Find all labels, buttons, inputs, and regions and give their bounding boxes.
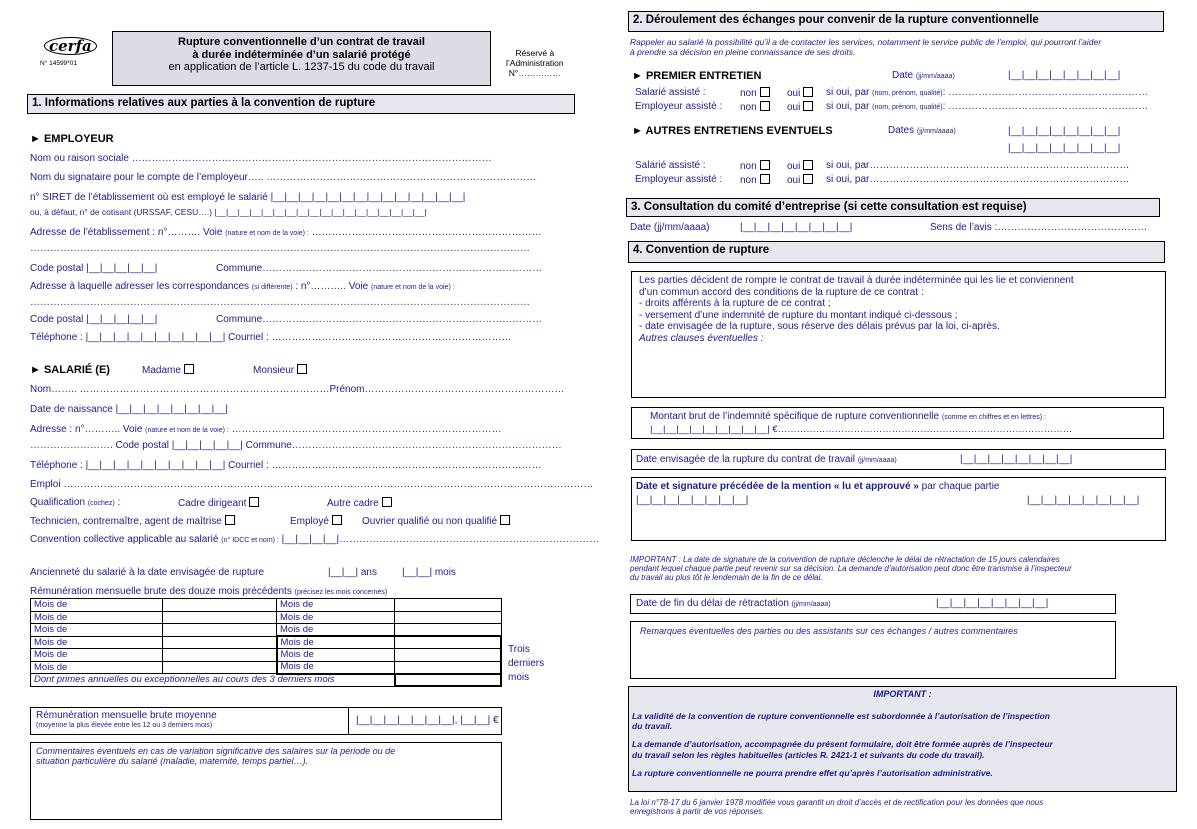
autres-employeur-par[interactable]: si oui, par…………………………………………………………………… xyxy=(826,174,1130,185)
section3-heading: 3. Consultation du comité d’entreprise (si cette consultation est requise) xyxy=(626,198,1160,217)
premier-entretien-date[interactable]: Date (jj/mm/aaaa) xyxy=(892,70,955,81)
mois-de-label: Mois de xyxy=(31,661,163,674)
important-p1b: du travail. xyxy=(632,721,673,732)
mois-de-label: Mois de xyxy=(277,611,395,624)
ouvrier-option[interactable]: Ouvrier qualifié ou non qualifié xyxy=(362,515,510,528)
reserved-line2: l’Administration xyxy=(506,58,564,69)
moyenne-main-label: Rémunération mensuelle brute moyenne xyxy=(36,710,217,721)
correspondance-field[interactable]: Adresse à laquelle adresser les correspondances (si différente) : n°……….. Voie (nature et nom de la voie) : xyxy=(30,281,455,292)
mois-de-label: Mois de xyxy=(31,599,163,612)
table-row xyxy=(31,624,502,637)
premier-entretien-date-field[interactable]: |__|__|__|__|__|__|__|__| xyxy=(1008,70,1121,81)
commune-corresp-field[interactable]: Commune………………………………………………………………………… xyxy=(216,314,543,325)
montant-label: Montant brut de l’indemnité spécifique de rupture conventionnelle (somme en chiffres et en lettres) : xyxy=(650,411,1046,422)
oui-checkbox[interactable] xyxy=(803,174,813,184)
signataire-field[interactable]: Nom du signataire pour le compte de l’employeur….. ……………………………………………………………………… xyxy=(30,172,537,183)
commentaires-text xyxy=(36,746,395,767)
siret-field[interactable]: n° SIRET de l’établissement où est employé le salarié |__|__|__|__|__|__|__|__|__|__|__|__|__|__| xyxy=(30,192,466,203)
date-naissance-field[interactable]: Date de naissance |__|__|__|__|__|__|__|__| xyxy=(30,404,228,415)
anciennete-label: Ancienneté du salarié à la date envisagée de rupture xyxy=(30,567,265,578)
important-line2: pendant lequel chaque partie peut revenir sur sa décision. La demande d’autorisation peut donc être transmise à l’inspecteur xyxy=(630,564,1072,574)
form-number: N° 14599*01 xyxy=(40,60,77,67)
convention-line5: - date envisagée de la rupture, sous réserve des délais prévus par la loi, ci-après. xyxy=(639,321,1000,332)
oui-checkbox[interactable] xyxy=(803,160,813,170)
cerfa-logo: cerfa xyxy=(44,37,97,55)
footer-line1: La loi n°78-17 du 6 janvier 1978 modifiée vous garantit un droit d’accès et de rectification pour les données que nous xyxy=(630,798,1044,807)
monsieur-option[interactable]: Monsieur xyxy=(253,364,307,377)
correspondance-line2[interactable]: …………………………………………………………………………………………………………………………………… xyxy=(30,297,530,308)
premier-salarie-non[interactable]: non xyxy=(740,87,770,100)
madame-option[interactable]: Madame xyxy=(142,364,194,377)
cp-corresp-field[interactable]: Code postal |__|__|__|__|__| xyxy=(30,314,158,325)
reserved-line1: Réservé à xyxy=(515,48,555,58)
convention-collective-field[interactable]: Convention collective applicable au salarié (n° IDCC et nom) : |__|__|__|__|…………………………………………………………………… xyxy=(30,534,600,545)
anciennete-ans-field[interactable]: |__|__| ans xyxy=(328,567,377,578)
mois-de-label: Mois de xyxy=(31,624,163,637)
commune-etab-field[interactable]: Commune………………………………………………………………………… xyxy=(216,263,543,274)
technicien-option[interactable]: Technicien, contremaître, agent de maîtrise xyxy=(30,515,235,528)
technicien-checkbox[interactable] xyxy=(225,515,235,525)
cotisant-field[interactable]: ou, à défaut, n° de cotisant (URSSAF, CESU….) |__|__|__|__|__|__|__|__|__|__|__|__|__|__|__|__|__|__| xyxy=(30,207,427,217)
mois-de-label: Mois de xyxy=(31,636,163,649)
autre-cadre-checkbox[interactable] xyxy=(382,497,392,507)
cadre-dirigeant-option[interactable]: Cadre dirigeant xyxy=(178,497,259,510)
convention-text xyxy=(639,275,1074,344)
non-checkbox[interactable] xyxy=(760,174,770,184)
premier-entretien-title: ► PREMIER ENTRETIEN xyxy=(632,70,762,82)
mois-de-label: Mois de xyxy=(277,624,395,637)
autres-employeur-non[interactable]: non xyxy=(740,174,770,187)
telephone-employeur-field[interactable]: Téléphone : |__|__|__|__|__|__|__|__|__|__| Courriel : ……………………………………………………………… xyxy=(30,332,512,343)
autres-entretiens-dates[interactable]: Dates (jj/mm/aaaa) xyxy=(888,125,956,136)
convention-line1: Les parties décident de rompre le contrat de travail à durée indéterminée qui les lie et conviennent xyxy=(639,275,1074,286)
remarques-label: Remarques éventuelles des parties ou des assistants sur ces échanges / autres commentaires xyxy=(640,626,1018,636)
table-row xyxy=(31,661,502,674)
premier-salarie-par[interactable]: si oui, par (nom, prénom, qualité): …………………………………………………… xyxy=(826,87,1149,98)
autres-salarie-oui[interactable]: oui xyxy=(787,160,813,173)
date-rupture-label: Date envisagée de la rupture du contrat de travail (jj/mm/aaaa) xyxy=(636,454,897,465)
important-note xyxy=(630,555,1072,583)
table-row xyxy=(31,674,502,687)
remuneration-title: Rémunération mensuelle brute des douze mois précédents (précisez les mois concernés) xyxy=(30,586,388,597)
autres-salarie-assiste: Salarié assisté : xyxy=(635,160,706,171)
monsieur-checkbox[interactable] xyxy=(297,364,307,374)
cadre-dirigeant-checkbox[interactable] xyxy=(249,497,259,507)
premier-employeur-non[interactable]: non xyxy=(740,101,770,114)
convention-line4: - versement d’une indemnité de rupture du montant indiqué ci-dessous ; xyxy=(639,309,958,321)
fin-delai-field[interactable]: |__|__|__|__|__|__|__|__| xyxy=(936,598,1049,609)
madame-checkbox[interactable] xyxy=(184,364,194,374)
footer-note xyxy=(630,798,1043,816)
table-row xyxy=(31,636,502,649)
oui-checkbox[interactable] xyxy=(803,101,813,111)
anciennete-mois-field[interactable]: |__|__| mois xyxy=(402,567,456,578)
autres-employeur-assiste: Employeur assisté : xyxy=(635,174,723,185)
autres-entretiens-title: ► AUTRES ENTRETIENS EVENTUELS xyxy=(632,125,833,137)
important-box-title: IMPORTANT : xyxy=(873,689,932,699)
title-line2: à durée indéterminée d’un salarié protégé xyxy=(192,48,411,61)
reserved-admin xyxy=(506,48,564,79)
premier-employeur-oui[interactable]: oui xyxy=(787,101,813,114)
autres-employeur-oui[interactable]: oui xyxy=(787,174,813,187)
reserved-line3: N°…………… xyxy=(508,68,561,79)
fin-delai-label: Date de fin du délai de rétractation (jj/mm/aaaa) xyxy=(636,598,831,609)
montant-cell[interactable] xyxy=(395,624,502,637)
important-line1: IMPORTANT : La date de signature de la convention de rupture déclenche le délai de rétractation de 15 jours calendaires xyxy=(630,555,1060,564)
premier-employeur-par[interactable]: si oui, par (nom, prénom, qualité): …………………………………………………… xyxy=(826,101,1149,112)
adresse-salarie-field[interactable]: Adresse : n°……….. Voie (nature et nom de la voie) : ……………………………………………………………………… xyxy=(30,424,502,435)
table-row xyxy=(31,599,502,612)
montant-cell[interactable] xyxy=(395,661,502,674)
remuneration-moyenne-divider xyxy=(348,707,349,735)
premier-employeur-assiste: Employeur assisté : xyxy=(635,101,723,112)
employe-checkbox[interactable] xyxy=(332,515,342,525)
convention-line2: d’un commun accord des conditions de la rupture de ce contrat : xyxy=(639,286,924,298)
employe-option[interactable]: Employé xyxy=(290,515,342,528)
mois-de-label: Mois de xyxy=(277,649,395,662)
premier-salarie-assiste: Salarié assisté : xyxy=(635,87,706,98)
section4-heading: 4. Convention de rupture xyxy=(628,241,1165,263)
montant-field[interactable]: |__|__|__|__|__|__|__|__|__| €………………………………………………………………………………… xyxy=(650,424,1073,435)
montant-cell[interactable] xyxy=(163,649,277,662)
title-line1: Rupture conventionnelle d’un contrat de travail xyxy=(178,36,425,48)
title-line3: en application de l’article L. 1237-15 du code du travail xyxy=(168,61,435,74)
section1-heading: 1. Informations relatives aux parties à la convention de rupture xyxy=(27,94,575,114)
employeur-title: ► EMPLOYEUR xyxy=(30,133,114,145)
emploi-field[interactable]: Emploi …………………………………………………………………………………………………………………………………………… xyxy=(30,479,594,490)
cp-salarie-field[interactable]: ……………………. Code postal |__|__|__|__|__| Commune……………………………………………………………………… xyxy=(30,440,562,451)
table-row xyxy=(31,611,502,624)
form-title xyxy=(112,31,491,86)
mois-de-label: Mois de xyxy=(277,636,395,649)
trois-label: Trois xyxy=(508,644,530,655)
section2-intro xyxy=(630,38,1101,58)
montant-cell[interactable] xyxy=(395,636,502,649)
important-p3: La rupture conventionnelle ne pourra prendre effet qu’après l’autorisation administrative. xyxy=(632,767,993,778)
autres-clauses-label: Autres clauses éventuelles : xyxy=(639,332,764,344)
footer-line2: enregistrons à partir de vos réponses. xyxy=(630,807,765,817)
mois-de-label: Mois de xyxy=(31,611,163,624)
important-box-text xyxy=(632,711,1053,778)
nom-prenom-field[interactable]: Nom…….. …………………………………………………………………Prénom…………………………………………………… xyxy=(30,384,565,395)
autres-dates-field2[interactable]: |__|__|__|__|__|__|__|__| xyxy=(1008,143,1121,154)
derniers-label: derniers xyxy=(508,658,545,669)
signature-date-field-right[interactable]: |__|__|__|__|__|__|__|__| xyxy=(1027,495,1140,506)
important-p2b: du travail selon les règles habituelles (articles R. 2421-1 et suivants du code du travail). xyxy=(632,749,985,760)
adresse-etab-field[interactable]: Adresse de l’établissement : n°………. Voie (nature et nom de la voie) : …………………………………………………………… xyxy=(30,227,542,238)
primes-label: Dont primes annuelles ou exceptionnelles au cours des 3 derniers mois xyxy=(31,674,395,687)
montant-cell[interactable] xyxy=(395,611,502,624)
intro-line1: Rappeler au salarié la possibilité qu’il a de contacter les services, notamment le service public de l’emploi, qui pourront l’aider xyxy=(630,37,1102,47)
signature-date-field-left[interactable]: |__|__|__|__|__|__|__|__| xyxy=(636,495,749,506)
autres-dates-field1[interactable]: |__|__|__|__|__|__|__|__| xyxy=(1008,126,1121,137)
non-checkbox[interactable] xyxy=(760,160,770,170)
autres-salarie-non[interactable]: non xyxy=(740,160,770,173)
remuneration-moyenne-label xyxy=(36,710,217,730)
montant-cell[interactable] xyxy=(163,661,277,674)
montant-cell[interactable] xyxy=(163,611,277,624)
montant-cell[interactable] xyxy=(395,599,502,612)
intro-line2: à prendre sa décision en pleine connaissance de ses droits. xyxy=(630,46,856,57)
montant-cell[interactable] xyxy=(395,649,502,662)
mois-de-label: Mois de xyxy=(277,661,395,674)
ce-date-label: Date (jj/mm/aaaa) xyxy=(630,222,710,233)
important-p1a: La validité de la convention de rupture conventionnelle est subordonnée à l’autorisation de l’inspection xyxy=(632,711,1050,721)
commentaires-line2: situation particulière du salarié (maladie, maternité, temps partiel…). xyxy=(36,756,309,767)
salarie-title: ► SALARIÉ (E) xyxy=(30,364,110,376)
cp-etab-field[interactable]: Code postal |__|__|__|__|__| xyxy=(30,263,158,274)
important-line3: du travail au plus tôt le lendemain de la fin de ce délai. xyxy=(630,573,823,583)
remuneration-moyenne-field[interactable]: |__|__|__|__|__|__|__|, |__|__| € xyxy=(356,715,499,726)
ouvrier-checkbox[interactable] xyxy=(500,515,510,525)
telephone-salarie-field[interactable]: Téléphone : |__|__|__|__|__|__|__|__|__|__| Courriel : ……………………………………………………………………… xyxy=(30,460,542,471)
table-row xyxy=(31,649,502,662)
signature-label: Date et signature précédée de la mention « lu et approuvé » par chaque partie xyxy=(636,481,1000,492)
remuneration-table xyxy=(30,598,502,687)
commentaires-line1: Commentaires éventuels en cas de variation significative des salaires sur la période ou de xyxy=(36,746,396,756)
raison-sociale-field[interactable]: Nom ou raison sociale ……………………………………………………………………………………………… xyxy=(30,153,492,164)
ce-date-field[interactable]: |__|__|__|__|__|__|__|__| xyxy=(740,222,853,233)
section2-heading: 2. Déroulement des échanges pour convenir de la rupture conventionnelle xyxy=(628,11,1164,32)
non-checkbox[interactable] xyxy=(760,101,770,111)
non-checkbox[interactable] xyxy=(760,87,770,97)
primes-cell[interactable] xyxy=(395,674,502,687)
convention-line3: - droits afférents à la rupture de ce contrat ; xyxy=(639,298,831,309)
premier-salarie-oui[interactable]: oui xyxy=(787,87,813,100)
montant-cell[interactable] xyxy=(163,636,277,649)
important-p2a: La demande d’autorisation, accompagnée du présent formulaire, doit être formée auprès de l’inspecteur xyxy=(632,739,1053,750)
mois-label: mois xyxy=(508,672,530,683)
ce-sens-avis-field[interactable]: Sens de l’avis :……………………………………… xyxy=(930,222,1148,233)
autre-cadre-option[interactable]: Autre cadre xyxy=(327,497,392,510)
mois-de-label: Mois de xyxy=(277,599,395,612)
montant-cell[interactable] xyxy=(163,624,277,637)
date-rupture-field[interactable]: |__|__|__|__|__|__|__|__| xyxy=(960,454,1073,465)
autres-salarie-par[interactable]: si oui, par…………………………………………………………………… xyxy=(826,160,1130,171)
qualification-label: Qualification (cochez) : xyxy=(30,497,121,508)
montant-cell[interactable] xyxy=(163,599,277,612)
oui-checkbox[interactable] xyxy=(803,87,813,97)
trois-derniers-mois-label xyxy=(508,643,544,685)
mois-de-label: Mois de xyxy=(31,649,163,662)
adresse-etab-line2[interactable]: …………………………………………………………………………………………………………………………………… xyxy=(30,243,530,254)
moyenne-note: (moyenne la plus élevée entre les 12 ou 3 derniers mois) xyxy=(36,721,213,729)
